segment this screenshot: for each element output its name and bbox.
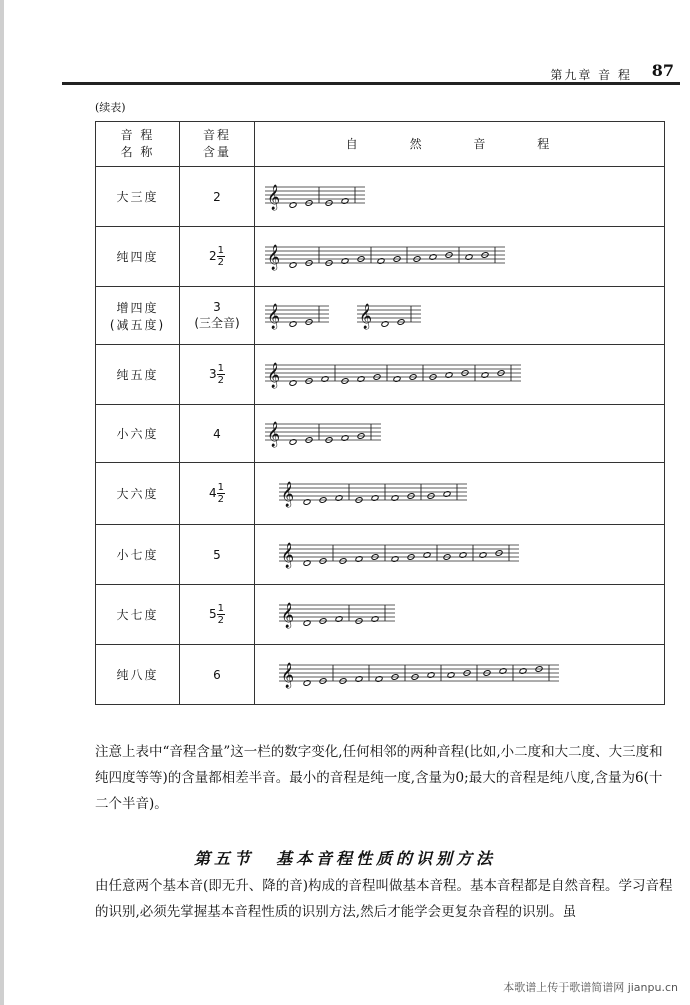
music-staff bbox=[265, 237, 511, 277]
natural-interval-staff bbox=[255, 463, 665, 525]
treble-clef-icon: 𝄞 bbox=[281, 542, 295, 568]
interval-content: 2 bbox=[180, 167, 255, 227]
table-row bbox=[96, 585, 665, 645]
interval-name: 纯四度 bbox=[96, 227, 180, 287]
table-row bbox=[96, 463, 665, 525]
table-row bbox=[96, 345, 665, 405]
continued-label: (续表) bbox=[95, 101, 126, 114]
interval-content: 6 bbox=[180, 645, 255, 705]
half-fraction: $\frac{1}{2}$ bbox=[217, 363, 224, 386]
natural-interval-staff bbox=[255, 525, 665, 585]
interval-content: 5 bbox=[180, 525, 255, 585]
interval-table bbox=[95, 121, 665, 705]
music-staff bbox=[265, 355, 527, 395]
half-fraction: $\frac{1}{2}$ bbox=[217, 245, 224, 268]
treble-clef-icon: 𝄞 bbox=[267, 421, 281, 447]
running-header bbox=[62, 60, 680, 84]
music-staff bbox=[279, 474, 473, 514]
note-paragraph: 注意上表中“音程含量”这一栏的数字变化,任何相邻的两种音程(比如,小二度和大二度、大三度和纯四度等等)的含量都相差半音。最小的音程是纯一度,含量为0;最大的音程是纯八度,含量为6(十二个半音)。 bbox=[95, 744, 663, 812]
interval-name: 纯八度 bbox=[96, 645, 180, 705]
music-staff bbox=[279, 535, 525, 575]
music-staff bbox=[265, 414, 387, 454]
treble-clef-icon: 𝄞 bbox=[267, 303, 281, 329]
page-number: 87 bbox=[651, 61, 674, 80]
music-staff bbox=[279, 595, 401, 635]
treble-clef-icon: 𝄞 bbox=[281, 662, 295, 688]
table-row bbox=[96, 167, 665, 227]
section-number: 第五节 bbox=[193, 849, 254, 868]
music-staff bbox=[265, 296, 335, 336]
treble-clef-icon: 𝄞 bbox=[281, 602, 295, 628]
interval-content: 4 $\frac{1}{2}$ bbox=[180, 463, 255, 525]
treble-clef-icon: 𝄞 bbox=[281, 481, 295, 507]
interval-name: 增四度 (减五度) bbox=[96, 287, 180, 345]
header-natural-intervals: 自 然 音 程 bbox=[255, 122, 665, 167]
music-staff bbox=[357, 296, 425, 336]
table-row bbox=[96, 525, 665, 585]
header-interval-name: 音 程 名 称 bbox=[96, 122, 180, 167]
section-heading bbox=[0, 846, 690, 869]
header-interval-content: 音程 含量 bbox=[180, 122, 255, 167]
treble-clef-icon: 𝄞 bbox=[267, 184, 281, 210]
natural-interval-staff bbox=[255, 345, 665, 405]
natural-interval-staff bbox=[255, 287, 665, 345]
interval-content: 3 $\frac{1}{2}$ bbox=[180, 345, 255, 405]
natural-interval-staff bbox=[255, 645, 665, 705]
interval-content: 5 $\frac{1}{2}$ bbox=[180, 585, 255, 645]
interval-name: 小六度 bbox=[96, 405, 180, 463]
natural-interval-staff bbox=[255, 585, 665, 645]
treble-clef-icon: 𝄞 bbox=[359, 303, 373, 329]
interval-name: 大六度 bbox=[96, 463, 180, 525]
half-fraction: $\frac{1}{2}$ bbox=[217, 482, 224, 505]
chapter-title: 第九章 音 程 bbox=[550, 68, 632, 82]
interval-name: 大七度 bbox=[96, 585, 180, 645]
table-row bbox=[96, 227, 665, 287]
natural-interval-staff bbox=[255, 167, 665, 227]
section-title: 基本音程性质的识别方法 bbox=[276, 849, 497, 868]
header-rule bbox=[62, 82, 680, 85]
natural-interval-staff bbox=[255, 405, 665, 463]
table-row bbox=[96, 405, 665, 463]
body-paragraph: 由任意两个基本音(即无升、降的音)构成的音程叫做基本音程。基本音程都是自然音程。学习音程的识别,必须先掌握基本音程性质的识别方法,然后才能学会更复杂音程的识别。虽 bbox=[95, 878, 673, 920]
watermark: 本歌谱上传于歌谱简谱网 jianpu.cn bbox=[503, 981, 678, 994]
half-fraction: $\frac{1}{2}$ bbox=[217, 603, 224, 626]
natural-interval-staff bbox=[255, 227, 665, 287]
interval-name: 小七度 bbox=[96, 525, 180, 585]
interval-content: 3 (三全音) bbox=[180, 287, 255, 345]
interval-name: 大三度 bbox=[96, 167, 180, 227]
table-row bbox=[96, 287, 665, 345]
interval-content: 2 $\frac{1}{2}$ bbox=[180, 227, 255, 287]
table-header-row bbox=[96, 122, 665, 167]
music-staff bbox=[265, 177, 371, 217]
table-row bbox=[96, 645, 665, 705]
interval-content: 4 bbox=[180, 405, 255, 463]
treble-clef-icon: 𝄞 bbox=[267, 362, 281, 388]
music-staff bbox=[279, 655, 565, 695]
interval-name: 纯五度 bbox=[96, 345, 180, 405]
treble-clef-icon: 𝄞 bbox=[267, 244, 281, 270]
